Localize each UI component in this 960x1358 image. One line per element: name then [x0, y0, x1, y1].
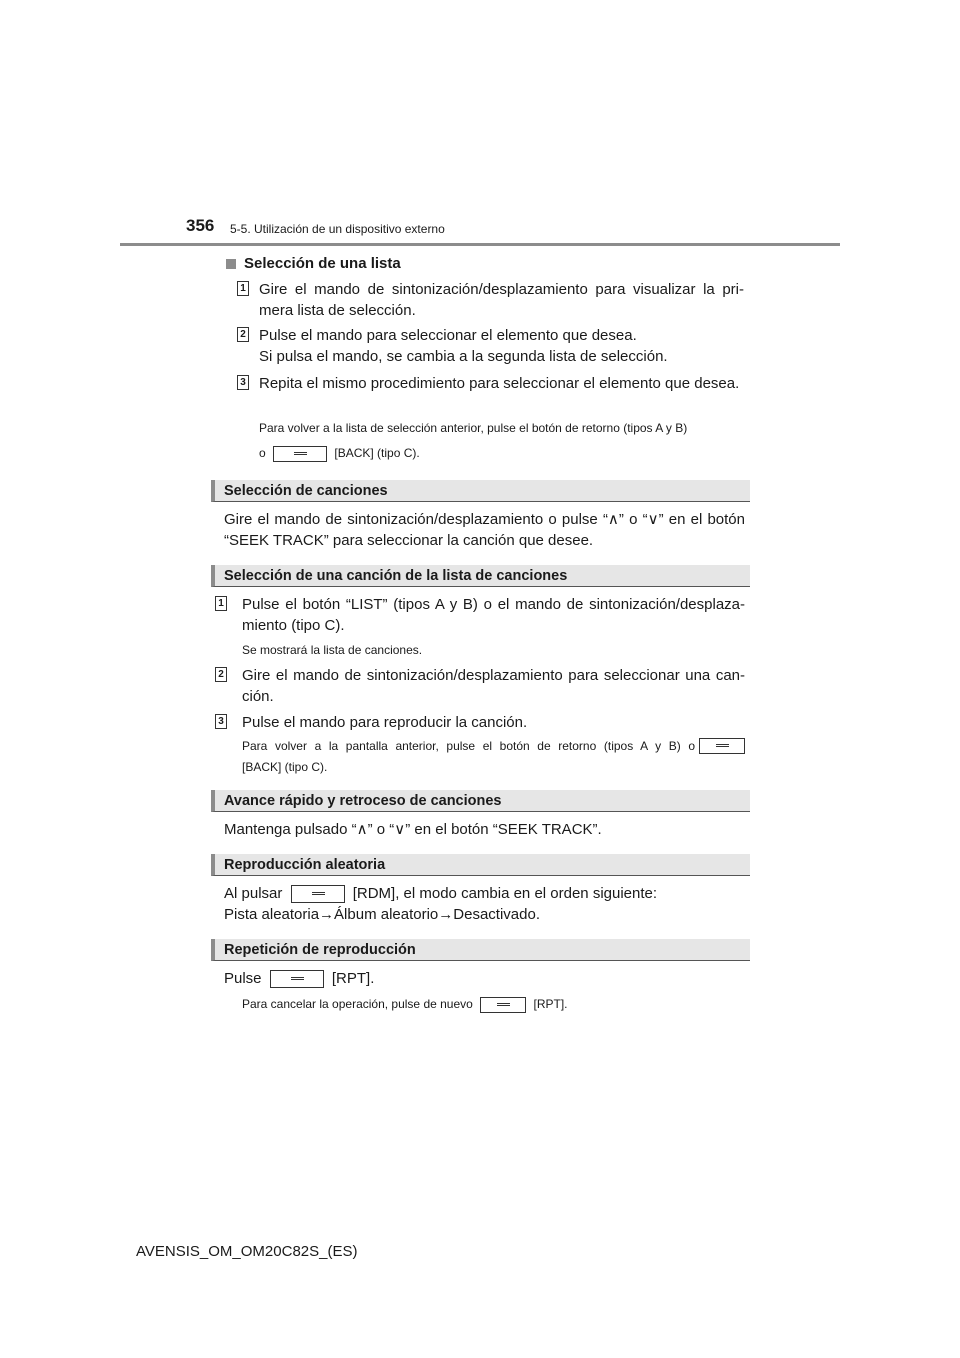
- step-number: 1: [215, 596, 227, 611]
- step-number: 2: [215, 667, 227, 682]
- button-symbol: [291, 885, 345, 903]
- header-divider: [120, 243, 840, 246]
- note-prefix: Para cancelar la operación, pulse de nuevo: [242, 997, 473, 1011]
- text-prefix: Pulse: [224, 970, 262, 987]
- section-bar: Selección de canciones: [211, 480, 750, 502]
- button-dash-icon: [497, 1003, 510, 1006]
- note-text: [BACK] (tipo C).: [242, 760, 328, 774]
- section-bar: Repetición de reproducción: [211, 939, 750, 961]
- button-dash-icon: [716, 744, 729, 747]
- body-paragraph: [224, 968, 745, 989]
- note-prefix: o: [259, 446, 266, 460]
- step-line: Si pulsa el mando, se cambia a la segunda lista de selección.: [259, 348, 668, 365]
- body-paragraph: Gire el mando de sintonización/desplazamiento o pulse “∧” o “∨” en el botón “SEEK TRACK” para seleccionar la canción que desee.: [224, 511, 745, 549]
- note-suffix: [RPT].: [533, 997, 568, 1011]
- note-text: Para volver a la lista de selección anterior, pulse el botón de retorno (tipos A y B): [259, 421, 688, 435]
- text-prefix: Al pulsar: [224, 885, 283, 902]
- step-number: 1: [237, 281, 249, 296]
- section-bar: Avance rápido y retroceso de canciones: [211, 790, 750, 812]
- section-bar: Reproducción aleatoria: [211, 854, 750, 876]
- button-dash-icon: [291, 977, 304, 980]
- text-suffix: [RDM], el modo cambia en el orden siguiente:: [352, 885, 658, 902]
- step-text: Gire el mando de sintonización/desplazamiento para visualizar la pri-mera lista de selección.: [259, 281, 744, 319]
- square-bullet-icon: [226, 259, 236, 269]
- section-title: 5-5. Utilización de un dispositivo externo: [230, 222, 445, 236]
- note-text: Se mostrará la lista de canciones.: [242, 643, 423, 657]
- body-paragraph: Pista aleatoria→Álbum aleatorio→Desactivado.: [224, 906, 540, 923]
- note-line: Para volver a la pantalla anterior, pulse el botón de retorno (tipos A y B) o: [242, 739, 695, 753]
- button-symbol: [699, 738, 745, 754]
- button-symbol: [273, 446, 327, 462]
- document-code: AVENSIS_OM_OM20C82S_(ES): [136, 1243, 358, 1260]
- step-number: 3: [237, 375, 249, 390]
- subsection-heading: [224, 255, 401, 272]
- step-number: 2: [237, 327, 249, 342]
- button-dash-icon: [294, 452, 307, 455]
- note-text: [242, 737, 745, 755]
- note-suffix: [BACK] (tipo C).: [334, 446, 420, 460]
- page-number: 356: [186, 216, 215, 235]
- body-paragraph: [224, 883, 745, 904]
- subsection-title: Selección de una lista: [244, 255, 401, 272]
- step-text: Repita el mismo procedimiento para seleccionar el elemento que desea.: [259, 375, 740, 392]
- step-text: Pulse el botón “LIST” (tipos A y B) o el mando de sintonización/desplaza-miento (tipo C).: [242, 596, 745, 634]
- note-text: [242, 995, 745, 1013]
- button-symbol: [270, 970, 324, 988]
- body-paragraph: Mantenga pulsado “∧” o “∨” en el botón “SEEK TRACK”.: [224, 821, 602, 838]
- button-symbol: [480, 997, 526, 1013]
- note-text: [259, 444, 749, 462]
- button-dash-icon: [312, 892, 325, 895]
- step-text: Pulse el mando para reproducir la canción.: [242, 714, 528, 731]
- section-bar: Selección de una canción de la lista de canciones: [211, 565, 750, 587]
- step-line: Pulse el mando para seleccionar el elemento que desea.: [259, 327, 637, 344]
- step-number: 3: [215, 714, 227, 729]
- step-text: Gire el mando de sintonización/desplazamiento para seleccionar una can-ción.: [242, 667, 745, 705]
- step-text: [259, 325, 744, 367]
- text-suffix: [RPT].: [331, 970, 375, 987]
